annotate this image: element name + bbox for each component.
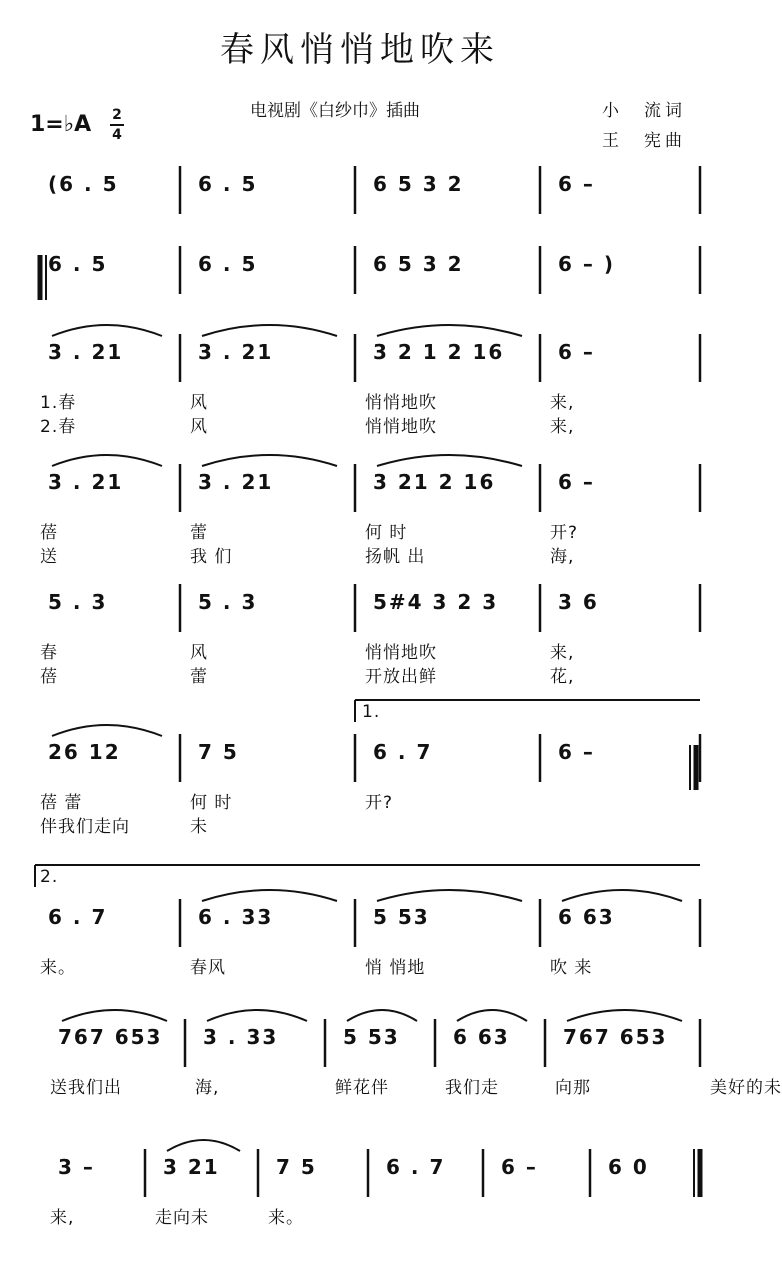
lyric-syllables: 悄 悄地 [365,958,426,978]
lyric-syllables: 春 [40,643,58,663]
lyric-syllables: 蕾 [190,667,208,687]
time-denominator: 4 [112,127,122,143]
lyric-syllables: 来, [550,643,575,663]
measure-notes: 767 653 [58,1025,163,1049]
lyric-syllables: 扬帆 出 [365,547,426,567]
lyric-syllables: 我 们 [190,547,233,567]
lyric-syllables: 1.春 [40,393,77,413]
volta-label: 2. [40,867,59,887]
slur [457,1010,527,1021]
slur [347,1010,417,1021]
measure-notes: 5 . 3 [48,590,108,614]
measure-notes: 6 – [558,740,595,764]
measure-notes: 6 . 5 [48,252,108,276]
slur [167,1140,240,1151]
measure-notes: 6 . 7 [373,740,433,764]
lyric-syllables: 风 [190,393,208,413]
slur [52,325,162,336]
measure-notes: 6 . 33 [198,905,274,929]
subtitle: 电视剧《白纱巾》插曲 [250,101,420,121]
measure-notes: 6 5 3 2 [373,172,464,196]
composer-credit: 王 宪曲 [602,131,686,151]
measure-notes: 6 . 5 [198,252,258,276]
measure-notes: 6 – [501,1155,538,1179]
lyric-syllables: 风 [190,417,208,437]
lyric-syllables: 何 时 [190,793,233,813]
lyric-syllables: 我们走 [445,1078,499,1098]
lyric-syllables: 开? [365,793,394,813]
measure-notes: 6 – ) [558,252,615,276]
measure-notes: 3 . 21 [48,340,124,364]
lyricist-credit: 小 流词 [602,101,686,121]
measure-notes: 3 . 33 [203,1025,279,1049]
measure-notes: 6 – [558,470,595,494]
lyric-syllables: 蓓 [40,523,58,543]
time-numerator: 2 [112,107,122,123]
slur [377,325,522,336]
lyric-syllables: 蓓 蕾 [40,793,83,813]
measure-notes: 5 . 3 [198,590,258,614]
lyric-syllables: 送我们出 [50,1078,122,1098]
lyric-syllables: 伴我们走向 [40,817,130,837]
measure-notes: 6 . 5 [198,172,258,196]
lyric-syllables: 开放出鲜 [365,667,437,687]
slur [62,1010,167,1021]
lyric-syllables: 2.春 [40,417,77,437]
lyric-syllables: 来。 [40,958,76,978]
lyric-syllables: 吹 来 [550,958,593,978]
measure-notes: 6 . 7 [386,1155,446,1179]
measure-notes: 3 6 [558,590,599,614]
measure-notes: 767 653 [563,1025,668,1049]
measure-notes: 6 – [558,340,595,364]
measure-notes: 7 5 [276,1155,317,1179]
slur [202,325,337,336]
lyric-syllables: 风 [190,643,208,663]
lyric-syllables: 走向未 [155,1208,209,1228]
slur [202,890,337,901]
lyric-syllables: 春风 [190,958,226,978]
measure-notes: 5 53 [373,905,430,929]
lyric-syllables: 悄悄地吹 [365,643,437,663]
slur [52,455,162,466]
measure-notes: 6 63 [558,905,615,929]
slur [562,890,682,901]
measure-notes: 5#4 3 2 3 [373,590,499,614]
measure-notes: 3 . 21 [198,340,274,364]
measure-notes: 5 53 [343,1025,400,1049]
lyric-syllables: 海, [195,1078,220,1098]
measure-notes: 3 21 [163,1155,220,1179]
lyric-syllables: 悄悄地吹 [365,393,437,413]
lyric-syllables: 蓓 [40,667,58,687]
measure-notes: 3 – [58,1155,95,1179]
measure-notes: 3 2 1 2 16 [373,340,505,364]
measure-notes: 3 . 21 [198,470,274,494]
lyric-syllables: 向那 [555,1078,591,1098]
lyric-syllables: 海, [550,547,575,567]
lyric-syllables: 来, [550,417,575,437]
song-title: 春风悄悄地吹来 [220,30,500,70]
measure-notes: 3 21 2 16 [373,470,496,494]
slur [202,455,337,466]
slur [52,725,162,736]
lyric-syllables: 来, [50,1208,75,1228]
slur [377,890,522,901]
measure-notes: 3 . 21 [48,470,124,494]
lyric-syllables: 悄悄地吹 [365,417,437,437]
slur [567,1010,682,1021]
measure-notes: 6 . 7 [48,905,108,929]
lyric-syllables: 来。 [268,1208,304,1228]
measure-notes: 7 5 [198,740,239,764]
measure-notes: 26 12 [48,740,121,764]
slur [377,455,522,466]
measure-notes: 6 – [558,172,595,196]
measure-notes: (6 . 5 [48,172,119,196]
volta-label: 1. [362,702,381,722]
lyric-syllables: 送 [40,547,58,567]
lyric-syllables: 未 [190,817,208,837]
lyric-syllables: 鲜花伴 [335,1078,389,1098]
lyric-syllables: 来, [550,393,575,413]
lyric-syllables: 美好的未 [710,1078,782,1098]
measure-notes: 6 63 [453,1025,510,1049]
lyric-syllables: 开? [550,523,579,543]
lyric-syllables: 花, [550,667,575,687]
slur [207,1010,307,1021]
key-signature: 1=♭A [30,112,92,137]
measure-notes: 6 5 3 2 [373,252,464,276]
measure-notes: 6 0 [608,1155,649,1179]
lyric-syllables: 何 时 [365,523,408,543]
lyric-syllables: 蕾 [190,523,208,543]
